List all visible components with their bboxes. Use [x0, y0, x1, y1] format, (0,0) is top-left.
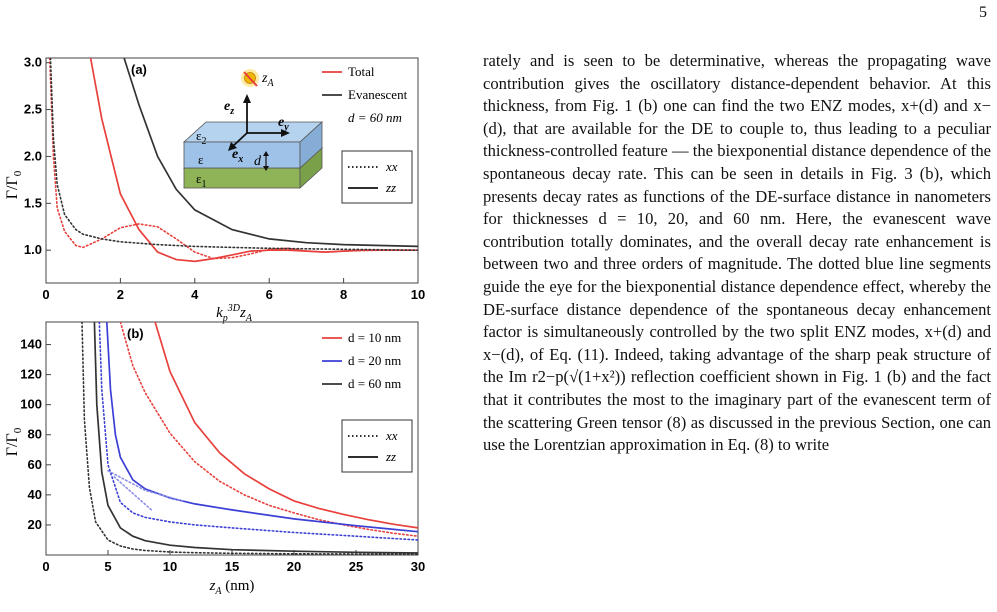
x-tick-label: 25 — [348, 559, 364, 574]
figure-3 — [0, 0, 470, 612]
y-tick-label: 60 — [27, 456, 42, 472]
x-tick-label: 10 — [162, 559, 178, 574]
legend-label: d = 20 nm — [348, 353, 402, 368]
legend-label: Evanescent — [348, 87, 408, 102]
legend-style-label: zz — [386, 449, 397, 464]
legend-b — [322, 330, 412, 472]
y-tick-label: 120 — [20, 366, 42, 382]
legend-label: d = 60 nm — [348, 376, 402, 391]
series-line-guide-2-dotted — [114, 477, 151, 510]
x-tick-label: 8 — [339, 287, 348, 302]
legend-style-box — [342, 420, 412, 472]
inset-sketch — [184, 69, 322, 190]
panel-b — [4, 322, 425, 597]
y-tick-label: 80 — [27, 426, 42, 442]
inset-z-label: $z_A$ — [262, 71, 274, 89]
ylabel-b: $\Gamma/\Gamma_0$ — [4, 427, 24, 457]
inset-eps-label: ε — [198, 152, 204, 167]
panel-a — [4, 55, 425, 324]
inset-eps2-label: $\varepsilon_2$ — [196, 128, 207, 147]
y-tick-label: 2.5 — [23, 101, 42, 117]
inset-ey-label: $e_y$ — [278, 115, 289, 133]
x-tick-label: 4 — [191, 287, 199, 302]
y-tick-label: 1.5 — [23, 195, 42, 211]
y-tick-label: 20 — [27, 516, 42, 532]
legend-style-label: xx — [386, 159, 398, 174]
x-tick-label: 0 — [42, 287, 50, 302]
x-tick-label: 10 — [410, 287, 426, 302]
x-tick-label: 5 — [104, 559, 112, 574]
x-tick-label: 15 — [224, 559, 240, 574]
y-tick-label: 140 — [20, 336, 42, 352]
y-tick-label: 1.0 — [23, 242, 42, 258]
x-tick-label: 20 — [286, 559, 302, 574]
legend-label: Total — [348, 64, 375, 79]
inset-d-label: d — [254, 154, 261, 169]
page-number: 5 — [979, 4, 987, 21]
inset-ex-label: $e_x$ — [232, 147, 244, 165]
x-tick-label: 0 — [42, 559, 50, 574]
x-tick-label: 30 — [410, 559, 426, 574]
ylabel-a: $\Gamma/\Gamma_0$ — [4, 170, 24, 200]
legend-label: d = 10 nm — [348, 330, 402, 345]
inset-eps1-label: $\varepsilon_1$ — [196, 171, 207, 190]
xlabel-b: $z_A$ (nm) — [209, 578, 255, 597]
legend-style-box — [342, 151, 412, 203]
body-text — [483, 50, 991, 457]
y-tick-label: 3.0 — [23, 54, 42, 70]
x-tick-label: 6 — [265, 287, 273, 302]
legend-note: d = 60 nm — [348, 110, 402, 125]
paragraph: rately and is seen to be determinative, whereas the propagating wave contribution gives the oscillatory distance-dependent behavior. At this thickness, from Fig. 1 (b) one can find the two ENZ modes, x+(d) and x−(d), that are available for the DE to couple to, thus leading to a peculiar thickness-controlled feature — the biexponential distance dependence of the spontaneous decay rate. This can be seen in details in Fig. 3 (b), which presents decay rates as functions of the DE-surface distance in nanometers for thicknesses d = 10, 20, and 60 nm. Here, the evanescent wave contribution totally dominates, and the overall decay rate enhancement is between two and three orders of magnitude. The dotted blue line segments guide the eye for the biexponential distance dependence effect, whereby the DE-surface distance dependence of the spontaneous decay enhancement factor is simultaneously controlled by the two split ENZ modes, x+(d) and x−(d), of Eq. (11). Indeed, taking advantage of the sharp peak structure of the Im r2−p(√(1+x²)) reflection coefficient shown in Fig. 1 (b) and the fact that it contributes the most to the imaginary part of the evanescent term of the scattering Green tensor (8) as discussed in the previous Section, one can use the Lorentzian approximation in Eq. (8) to write — [483, 51, 991, 455]
inset-ez-label: $e_z$ — [224, 99, 235, 117]
ez-arrowhead — [243, 94, 251, 103]
x-tick-label: 2 — [116, 287, 125, 302]
y-tick-label: 40 — [27, 486, 42, 502]
panel-label-a: (a) — [131, 62, 147, 77]
xlabel-a: $k_p^{3D}z_A$ — [216, 303, 252, 324]
y-tick-label: 2.0 — [23, 148, 42, 164]
panel-label-b: (b) — [127, 326, 144, 341]
legend-style-label: xx — [386, 428, 398, 443]
legend-style-label: zz — [386, 180, 397, 195]
y-tick-label: 100 — [20, 396, 42, 412]
legend-a — [322, 64, 412, 203]
